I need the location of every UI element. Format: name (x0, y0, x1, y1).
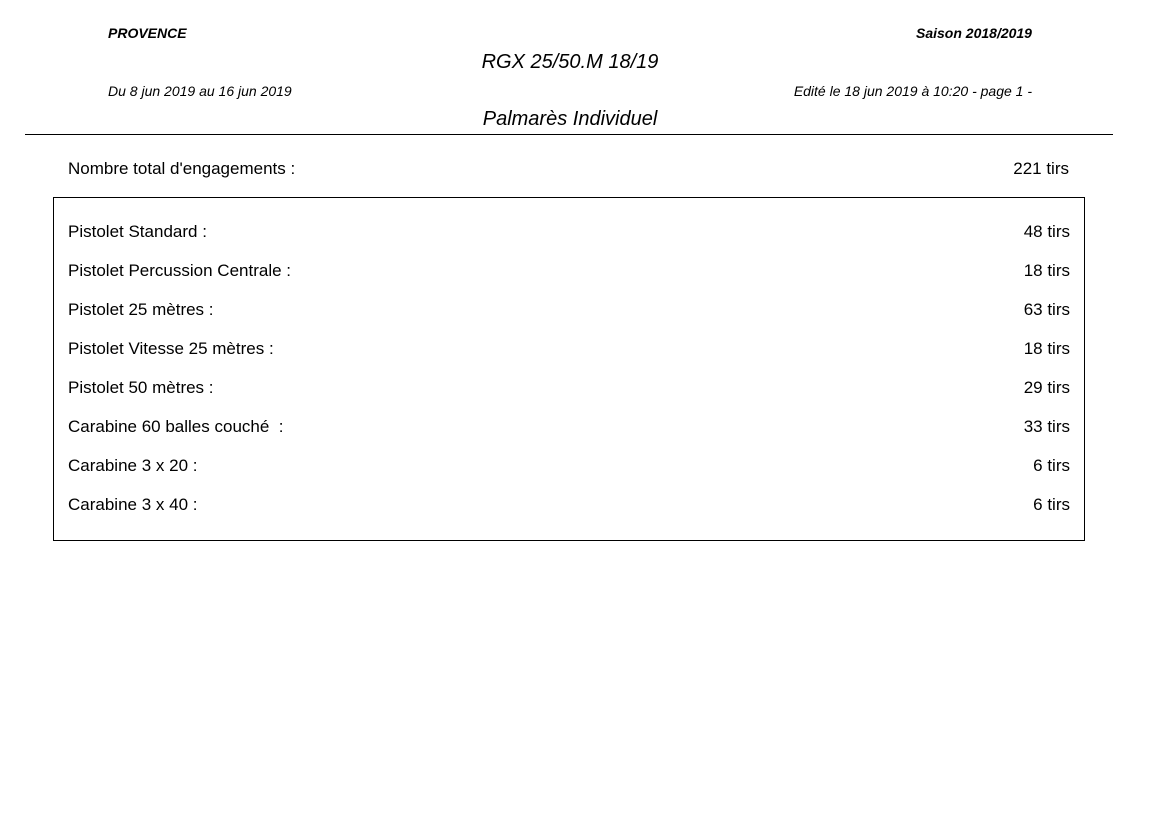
discipline-label: Pistolet 25 mètres : (68, 300, 214, 319)
header-divider (25, 134, 1113, 135)
discipline-count: 18 tirs (1023, 339, 1070, 358)
discipline-label: Pistolet Vitesse 25 mètres : (68, 339, 274, 358)
report-code: RGX 25/50.M 18/19 (481, 51, 659, 73)
discipline-label: Carabine 60 balles couché : (68, 417, 284, 436)
discipline-count: 29 tirs (1023, 378, 1070, 397)
discipline-count: 48 tirs (1023, 222, 1070, 241)
discipline-label: Carabine 3 x 20 : (68, 456, 198, 475)
total-engagements-label: Nombre total d'engagements : (68, 159, 296, 178)
table-row (68, 222, 1070, 244)
edited-timestamp: Edité le 18 jun 2019 à 10:20 - page 1 - (793, 83, 1032, 99)
table-row (68, 456, 1070, 478)
table-row (68, 261, 1070, 283)
discipline-count: 33 tirs (1023, 417, 1070, 436)
total-engagements-value: 221 tirs (1013, 159, 1069, 178)
table-row (68, 300, 1070, 322)
discipline-label: Carabine 3 x 40 : (68, 495, 198, 514)
discipline-count: 6 tirs (1033, 456, 1070, 475)
discipline-label: Pistolet Percussion Centrale : (68, 261, 291, 280)
table-row (68, 339, 1070, 361)
disciplines-table (53, 197, 1085, 541)
discipline-count: 63 tirs (1023, 300, 1070, 319)
table-row (68, 495, 1070, 517)
date-range: Du 8 jun 2019 au 16 jun 2019 (108, 83, 292, 99)
season-label: Saison 2018/2019 (916, 25, 1032, 41)
discipline-count: 6 tirs (1033, 495, 1070, 514)
discipline-label: Pistolet 50 mètres : (68, 378, 214, 397)
organization-name: PROVENCE (108, 25, 187, 41)
report-title: Palmarès Individuel (482, 108, 658, 130)
table-row (68, 417, 1070, 439)
table-row (68, 378, 1070, 400)
discipline-label: Pistolet Standard : (68, 222, 207, 241)
discipline-count: 18 tirs (1023, 261, 1070, 280)
